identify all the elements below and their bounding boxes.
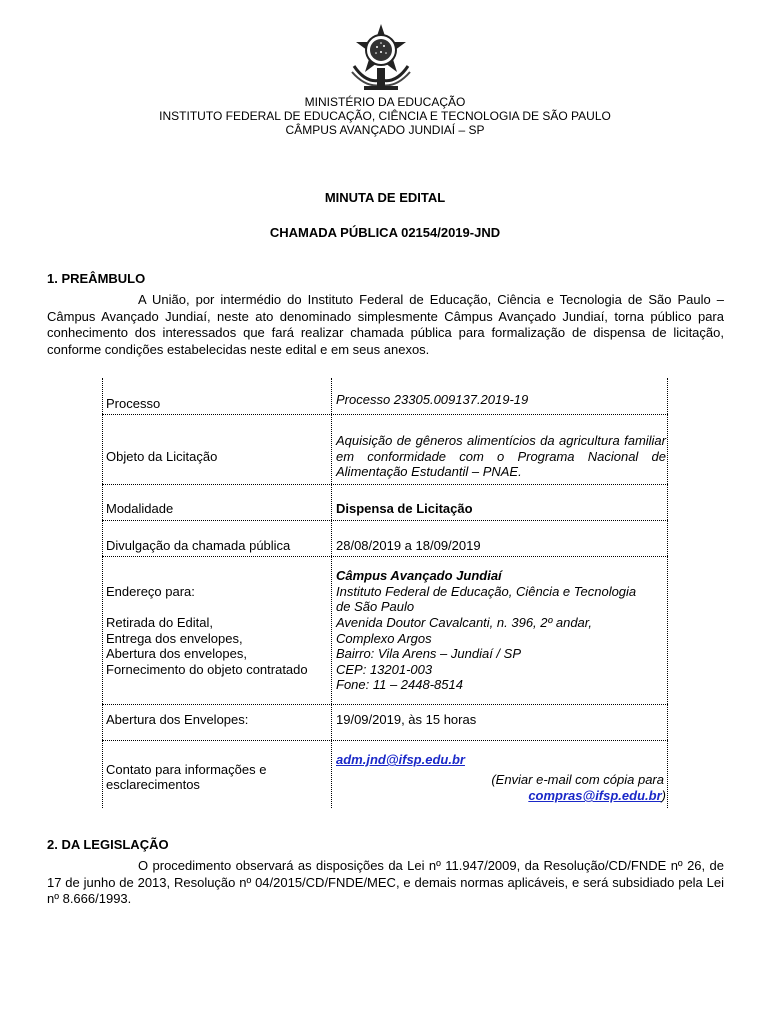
table-row-divider — [102, 414, 668, 415]
abertura-label: Abertura dos Envelopes: — [106, 712, 249, 727]
edital-info-table — [102, 378, 668, 808]
objeto-value: Aquisição de gêneros alimentícios da agricultura familiar em conformidade com o Programa Nacional de Alimentação Estudantil – PNAE. — [336, 433, 666, 479]
section-1-heading: 1. PREÂMBULO — [47, 271, 146, 286]
table-row-divider — [102, 520, 668, 521]
table-border-middle — [331, 378, 332, 808]
table-border-left — [102, 378, 103, 808]
divulgacao-label: Divulgação da chamada pública — [106, 538, 291, 553]
address-complex: Complexo Argos — [336, 631, 432, 646]
abertura-value: 19/09/2019, às 15 horas — [336, 712, 477, 727]
modalidade-label: Modalidade — [106, 501, 174, 516]
address-institute-cont: de São Paulo — [336, 599, 415, 614]
divulgacao-value: 28/08/2019 a 18/09/2019 — [336, 538, 481, 553]
objeto-label: Objeto da Licitação — [106, 449, 218, 464]
document-subtitle: CHAMADA PÚBLICA 02154/2019-JND — [269, 225, 501, 240]
section-2-text: O procedimento observará as disposições da Lei nº 11.947/2009, da Resolução/CD/FNDE nº 26, de 17 de junho de 2013, Resolução nº 04/2015/CD/FNDE/MEC, e demais normas aplicáveis, e será subsidiado pela Lei nº 8.666/1993. — [47, 858, 724, 906]
header-institute: INSTITUTO FEDERAL DE EDUCAÇÃO, CIÊNCIA E TECNOLOGIA DE SÃO PAULO — [159, 109, 611, 123]
modalidade-value: Dispensa de Licitação — [336, 501, 473, 516]
table-row-divider — [102, 556, 668, 557]
contact-note: (Enviar e-mail com cópia para — [491, 772, 664, 787]
address-cep: CEP: 13201-003 — [336, 662, 433, 677]
entrega-label: Entrega dos envelopes, — [106, 631, 243, 646]
header-ministry: MINISTÉRIO DA EDUCAÇÃO — [304, 95, 466, 109]
header-campus: CÂMPUS AVANÇADO JUNDIAÍ – SP — [285, 123, 485, 137]
table-row-divider — [102, 484, 668, 485]
document-title: MINUTA DE EDITAL — [324, 190, 446, 205]
address-campus-name: Câmpus Avançado Jundiaí — [336, 568, 502, 583]
institution-header — [0, 95, 770, 137]
address-phone: Fone: 11 – 2448-8514 — [336, 677, 463, 692]
table-row-divider — [102, 704, 668, 705]
contact-note-close: ) — [661, 788, 666, 803]
contact-copy-line — [528, 788, 666, 804]
address-district: Bairro: Vila Arens – Jundiaí / SP — [336, 646, 521, 661]
table-row-divider — [102, 740, 668, 741]
fornecimento-label: Fornecimento do objeto contratado — [106, 662, 308, 677]
processo-label: Processo — [106, 396, 161, 411]
contato-label: Contato para informações e — [106, 762, 267, 777]
table-border-right — [667, 378, 668, 808]
coat-of-arms-emblem — [346, 22, 416, 92]
address-street: Avenida Doutor Cavalcanti, n. 396, 2º andar, — [336, 615, 593, 630]
contato-label-cont: esclarecimentos — [106, 777, 200, 792]
section-1-text: A União, por intermédio do Instituto Federal de Educação, Ciência e Tecnologia de São Paulo – Câmpus Avançado Jundiaí, neste ato denominado simplesmente Câmpus Avançado Jundiaí, torna público para conhecimento dos interessados que fará realizar chamada pública para formalização de dispensa de licitação, conforme condições estabelecidas neste edital e em seus anexos. — [47, 292, 724, 357]
endereco-label: Endereço para: — [106, 584, 195, 599]
abertura-envelopes-label: Abertura dos envelopes, — [106, 646, 247, 661]
copy-email-link[interactable]: compras@ifsp.edu.br — [528, 788, 662, 803]
processo-value: Processo 23305.009137.2019-19 — [336, 392, 529, 407]
retirada-label: Retirada do Edital, — [106, 615, 213, 630]
section-2-heading: 2. DA LEGISLAÇÃO — [47, 837, 169, 852]
address-institute: Instituto Federal de Educação, Ciência e Tecnologia — [336, 584, 637, 599]
contact-email-link[interactable]: adm.jnd@ifsp.edu.br — [336, 752, 465, 767]
